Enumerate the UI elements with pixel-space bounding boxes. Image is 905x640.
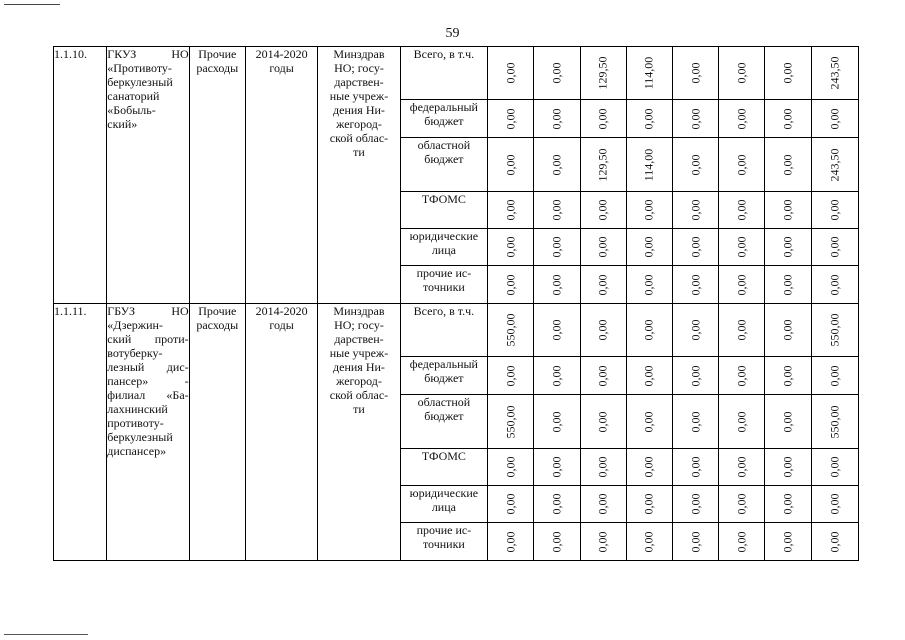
funding-source (400, 100, 487, 138)
amount-cell (719, 449, 765, 486)
period-line: годы (269, 318, 294, 332)
amount-cell (580, 266, 626, 304)
amount-cell (626, 192, 672, 229)
institution-name-line: вотуберку- (107, 346, 163, 360)
executor-line: Минздрав (333, 47, 385, 61)
amount-value: 0,00 (595, 236, 610, 258)
amount-value: 0,00 (641, 456, 656, 478)
funding-source-line: лица (431, 243, 456, 257)
institution-name-line: ГКУЗ НО (107, 47, 189, 61)
amount-cell (626, 266, 672, 304)
amount-cell (626, 395, 672, 449)
executor-line: НО; госу- (334, 61, 384, 75)
amount-cell (626, 47, 672, 100)
institution-name-line: беркулезный (107, 430, 173, 444)
amount-value: 0,00 (595, 274, 610, 295)
amount-cell (672, 192, 718, 229)
funding-source (400, 395, 487, 449)
amount-value: 0,00 (503, 456, 518, 478)
amount-value: 0,00 (595, 365, 610, 386)
amount-value: 0,00 (780, 154, 795, 175)
institution-name-line: «Противоту- (107, 61, 172, 75)
amount-value: 0,00 (549, 319, 564, 341)
amount-value: 0,00 (503, 274, 518, 295)
amount-cell (811, 523, 858, 561)
amount-value: 550,00 (503, 405, 518, 438)
funding-source (400, 523, 487, 561)
amount-value: 0,00 (780, 236, 795, 258)
amount-value: 0,00 (503, 199, 518, 221)
amount-value: 0,00 (595, 199, 610, 221)
amount-cell (580, 229, 626, 266)
executor-line: ской облас- (329, 388, 389, 402)
table-row (54, 47, 859, 100)
institution-name-line: ский» (107, 117, 138, 131)
amount-value: 114,00 (641, 148, 656, 181)
amount-value: 0,00 (549, 531, 564, 552)
table-row (54, 304, 859, 357)
period-line: 2014-2020 (255, 47, 308, 61)
top-rule (4, 4, 60, 5)
period (245, 47, 317, 304)
amount-value: 0,00 (595, 108, 610, 129)
amount-value: 0,00 (688, 62, 703, 84)
institution-name-line: беркулезный (107, 75, 173, 89)
amount-cell (719, 138, 765, 192)
amount-value: 0,00 (780, 108, 795, 129)
amount-cell (580, 47, 626, 100)
amount-cell (765, 523, 811, 561)
amount-cell (488, 395, 534, 449)
funding-source-line: ТФОМС (421, 449, 466, 463)
funding-source (400, 192, 487, 229)
amount-cell (580, 357, 626, 395)
amount-value: 129,50 (595, 56, 610, 90)
amount-value: 0,00 (641, 236, 656, 258)
executor-line: жегород- (336, 117, 382, 131)
institution-name-line: противоту- (107, 416, 164, 430)
institution-name-line: «Дзержин- (107, 318, 163, 332)
amount-cell (719, 395, 765, 449)
amount-cell (672, 100, 718, 138)
amount-value: 0,00 (503, 236, 518, 258)
amount-cell (626, 486, 672, 523)
amount-value: 0,00 (734, 319, 749, 341)
amount-value: 0,00 (688, 365, 703, 386)
amount-value: 0,00 (734, 365, 749, 386)
amount-cell (719, 266, 765, 304)
funding-source (400, 357, 487, 395)
amount-cell (580, 395, 626, 449)
amount-cell (672, 395, 718, 449)
funding-source (400, 266, 487, 304)
institution-name-line: филиал «Ба- (107, 388, 189, 402)
amount-value: 0,00 (827, 456, 842, 478)
amount-value: 0,00 (549, 456, 564, 478)
amount-cell (488, 229, 534, 266)
amount-cell (534, 138, 580, 192)
amount-cell (534, 47, 580, 100)
amount-cell (580, 449, 626, 486)
institution-name-line: диспансер» (107, 444, 167, 458)
amount-cell (811, 486, 858, 523)
funding-source-line: точники (422, 537, 465, 551)
period-line: годы (269, 61, 294, 75)
funding-source-line: юридические (409, 486, 479, 500)
amount-cell (534, 395, 580, 449)
funding-source-line: бюджет (424, 409, 464, 423)
amount-value: 0,00 (503, 365, 518, 386)
amount-cell (719, 47, 765, 100)
amount-value: 0,00 (549, 108, 564, 129)
amount-value: 0,00 (780, 274, 795, 295)
amount-value: 0,00 (780, 456, 795, 478)
amount-value: 0,00 (734, 199, 749, 221)
amount-value: 0,00 (503, 531, 518, 552)
amount-cell (580, 192, 626, 229)
executor-line: дарствен- (334, 75, 384, 89)
amount-value: 0,00 (549, 62, 564, 84)
amount-value: 0,00 (595, 531, 610, 552)
expense-type-line: Прочие (198, 304, 237, 318)
funding-source-line: юридические (409, 229, 479, 243)
funding-source-line: точники (422, 280, 465, 294)
amount-value: 0,00 (641, 531, 656, 552)
executor-line: Минздрав (333, 304, 385, 318)
amount-cell (811, 357, 858, 395)
funding-source-line: лица (431, 500, 456, 514)
amount-cell (672, 486, 718, 523)
executor-line: ные учреж- (329, 89, 389, 103)
amount-cell (719, 304, 765, 357)
funding-source (400, 138, 487, 192)
amount-value: 0,00 (734, 411, 749, 432)
amount-cell (534, 523, 580, 561)
executor-line: ные учреж- (329, 346, 389, 360)
amount-cell (765, 304, 811, 357)
amount-cell (534, 357, 580, 395)
amount-cell (534, 266, 580, 304)
amount-value: 0,00 (549, 493, 564, 515)
funding-source (400, 229, 487, 266)
expense-type-line: расходы (196, 61, 239, 75)
amount-cell (811, 266, 858, 304)
amount-cell (488, 138, 534, 192)
amount-value: 0,00 (827, 236, 842, 258)
amount-cell (765, 449, 811, 486)
bottom-rule (4, 634, 88, 635)
amount-cell (626, 100, 672, 138)
amount-cell (626, 523, 672, 561)
amount-cell (488, 304, 534, 357)
amount-value: 0,00 (827, 493, 842, 515)
amount-cell (626, 138, 672, 192)
expense-type-line: расходы (196, 318, 239, 332)
executor (318, 304, 400, 561)
amount-value: 0,00 (688, 531, 703, 552)
amount-cell (488, 486, 534, 523)
amount-value: 0,00 (641, 411, 656, 432)
amount-cell (719, 229, 765, 266)
amount-cell (765, 192, 811, 229)
executor-line: НО; госу- (334, 318, 384, 332)
amount-value: 0,00 (827, 365, 842, 386)
amount-cell (534, 486, 580, 523)
amount-cell (672, 229, 718, 266)
amount-value: 0,00 (688, 274, 703, 295)
institution-name-line: «Бобыль- (107, 103, 156, 117)
funding-source-line: областной (417, 395, 471, 409)
amount-value: 0,00 (503, 154, 518, 175)
amount-cell (765, 229, 811, 266)
funding-source-line: Всего, в т.ч. (413, 47, 475, 61)
expense-type (189, 47, 245, 304)
amount-value: 0,00 (780, 199, 795, 221)
amount-cell (719, 523, 765, 561)
amount-cell (580, 100, 626, 138)
amount-value: 0,00 (641, 199, 656, 221)
funding-source-line: ТФОМС (421, 192, 466, 206)
institution-name-line: ский проти- (107, 332, 189, 346)
amount-cell (811, 449, 858, 486)
period (245, 304, 317, 561)
amount-value: 0,00 (595, 319, 610, 341)
amount-value: 243,50 (827, 56, 842, 90)
amount-value: 0,00 (595, 456, 610, 478)
amount-cell (580, 138, 626, 192)
amount-value: 0,00 (688, 108, 703, 129)
amount-cell (765, 138, 811, 192)
executor-line: дарствен- (334, 332, 384, 346)
amount-value: 0,00 (641, 319, 656, 341)
amount-cell (811, 100, 858, 138)
amount-cell (719, 192, 765, 229)
amount-value: 0,00 (688, 456, 703, 478)
amount-cell (534, 229, 580, 266)
funding-source-line: Всего, в т.ч. (413, 304, 475, 318)
amount-value: 0,00 (688, 319, 703, 341)
amount-value: 550,00 (827, 313, 842, 347)
institution-name (107, 47, 189, 304)
amount-cell (488, 47, 534, 100)
amount-cell (811, 47, 858, 100)
amount-cell (719, 357, 765, 395)
budget-table (53, 46, 859, 561)
amount-value: 550,00 (827, 405, 842, 438)
amount-value: 0,00 (827, 274, 842, 295)
amount-value: 0,00 (503, 62, 518, 84)
amount-value: 0,00 (503, 108, 518, 129)
funding-source-line: бюджет (424, 371, 464, 385)
executor-line: ской облас- (329, 131, 389, 145)
page-number: 59 (445, 26, 460, 41)
amount-cell (719, 100, 765, 138)
amount-value: 0,00 (734, 154, 749, 175)
amount-value: 0,00 (641, 493, 656, 515)
amount-value: 0,00 (827, 199, 842, 221)
executor-line: жегород- (336, 374, 382, 388)
funding-source-line: бюджет (424, 114, 464, 128)
funding-source (400, 486, 487, 523)
amount-cell (811, 138, 858, 192)
amount-value: 0,00 (734, 108, 749, 129)
expense-type-line: Прочие (198, 47, 237, 61)
amount-cell (534, 192, 580, 229)
amount-cell (626, 229, 672, 266)
amount-value: 0,00 (780, 493, 795, 515)
item-number: 1.1.11. (54, 304, 107, 561)
period-line: 2014-2020 (255, 304, 308, 318)
institution-name-line: санаторий (107, 89, 160, 103)
amount-cell (765, 100, 811, 138)
amount-cell (811, 304, 858, 357)
amount-value: 0,00 (688, 236, 703, 258)
amount-cell (534, 304, 580, 357)
amount-value: 0,00 (734, 274, 749, 295)
amount-cell (672, 449, 718, 486)
amount-cell (672, 357, 718, 395)
amount-value: 0,00 (595, 493, 610, 515)
funding-source (400, 449, 487, 486)
institution-name-line: лахнинский (107, 402, 168, 416)
amount-cell (488, 357, 534, 395)
amount-value: 0,00 (827, 531, 842, 552)
institution-name (107, 304, 189, 561)
funding-source-line: прочие ис- (416, 523, 472, 537)
amount-value: 0,00 (549, 154, 564, 175)
amount-cell (811, 395, 858, 449)
amount-cell (672, 266, 718, 304)
amount-cell (765, 266, 811, 304)
executor (318, 47, 400, 304)
amount-cell (580, 304, 626, 357)
amount-value: 0,00 (780, 365, 795, 386)
institution-name-line: пансер» - (107, 374, 189, 388)
amount-value: 0,00 (549, 411, 564, 432)
amount-value: 0,00 (595, 411, 610, 432)
expense-type (189, 304, 245, 561)
amount-cell (672, 47, 718, 100)
institution-name-line: ГБУЗ НО (107, 304, 189, 318)
amount-cell (719, 486, 765, 523)
amount-value: 243,50 (827, 148, 842, 181)
institution-name-line: лезный дис- (107, 360, 189, 374)
funding-source-line: бюджет (424, 152, 464, 166)
amount-value: 0,00 (827, 108, 842, 129)
amount-cell (765, 395, 811, 449)
executor-line: дения Ни- (333, 360, 385, 374)
amount-cell (534, 100, 580, 138)
funding-source-line: областной (417, 138, 471, 152)
amount-value: 0,00 (734, 62, 749, 84)
executor-line: ти (353, 402, 365, 416)
amount-value: 0,00 (503, 493, 518, 515)
amount-cell (488, 523, 534, 561)
amount-cell (672, 304, 718, 357)
executor-line: ти (353, 145, 365, 159)
amount-value: 0,00 (549, 365, 564, 386)
amount-cell (626, 357, 672, 395)
amount-value: 0,00 (641, 365, 656, 386)
amount-value: 0,00 (734, 456, 749, 478)
funding-source-line: федеральный (409, 357, 478, 371)
funding-source (400, 47, 487, 100)
amount-value: 0,00 (688, 411, 703, 432)
amount-value: 0,00 (549, 274, 564, 295)
amount-value: 0,00 (641, 274, 656, 295)
amount-value: 0,00 (688, 154, 703, 175)
amount-value: 0,00 (549, 199, 564, 221)
amount-cell (626, 304, 672, 357)
funding-source-line: прочие ис- (416, 266, 472, 280)
table-body (54, 47, 859, 561)
amount-cell (811, 229, 858, 266)
amount-cell (765, 357, 811, 395)
amount-value: 0,00 (780, 62, 795, 84)
amount-value: 0,00 (734, 493, 749, 515)
funding-source (400, 304, 487, 357)
amount-cell (672, 138, 718, 192)
amount-cell (765, 47, 811, 100)
amount-cell (672, 523, 718, 561)
item-number: 1.1.10. (54, 47, 107, 304)
amount-value: 0,00 (549, 236, 564, 258)
amount-cell (534, 449, 580, 486)
amount-value: 0,00 (734, 531, 749, 552)
amount-value: 0,00 (734, 236, 749, 258)
amount-value: 0,00 (780, 319, 795, 341)
amount-value: 0,00 (641, 108, 656, 129)
amount-value: 550,00 (503, 313, 518, 347)
amount-cell (811, 192, 858, 229)
amount-cell (488, 192, 534, 229)
amount-cell (580, 523, 626, 561)
amount-value: 0,00 (780, 531, 795, 552)
amount-cell (488, 266, 534, 304)
amount-cell (765, 486, 811, 523)
amount-value: 0,00 (688, 493, 703, 515)
funding-source-line: федеральный (409, 100, 478, 114)
amount-value: 0,00 (780, 411, 795, 432)
amount-value: 0,00 (688, 199, 703, 221)
amount-cell (488, 100, 534, 138)
amount-cell (488, 449, 534, 486)
amount-value: 129,50 (595, 148, 610, 181)
amount-cell (580, 486, 626, 523)
amount-value: 114,00 (641, 56, 656, 90)
executor-line: дения Ни- (333, 103, 385, 117)
amount-cell (626, 449, 672, 486)
